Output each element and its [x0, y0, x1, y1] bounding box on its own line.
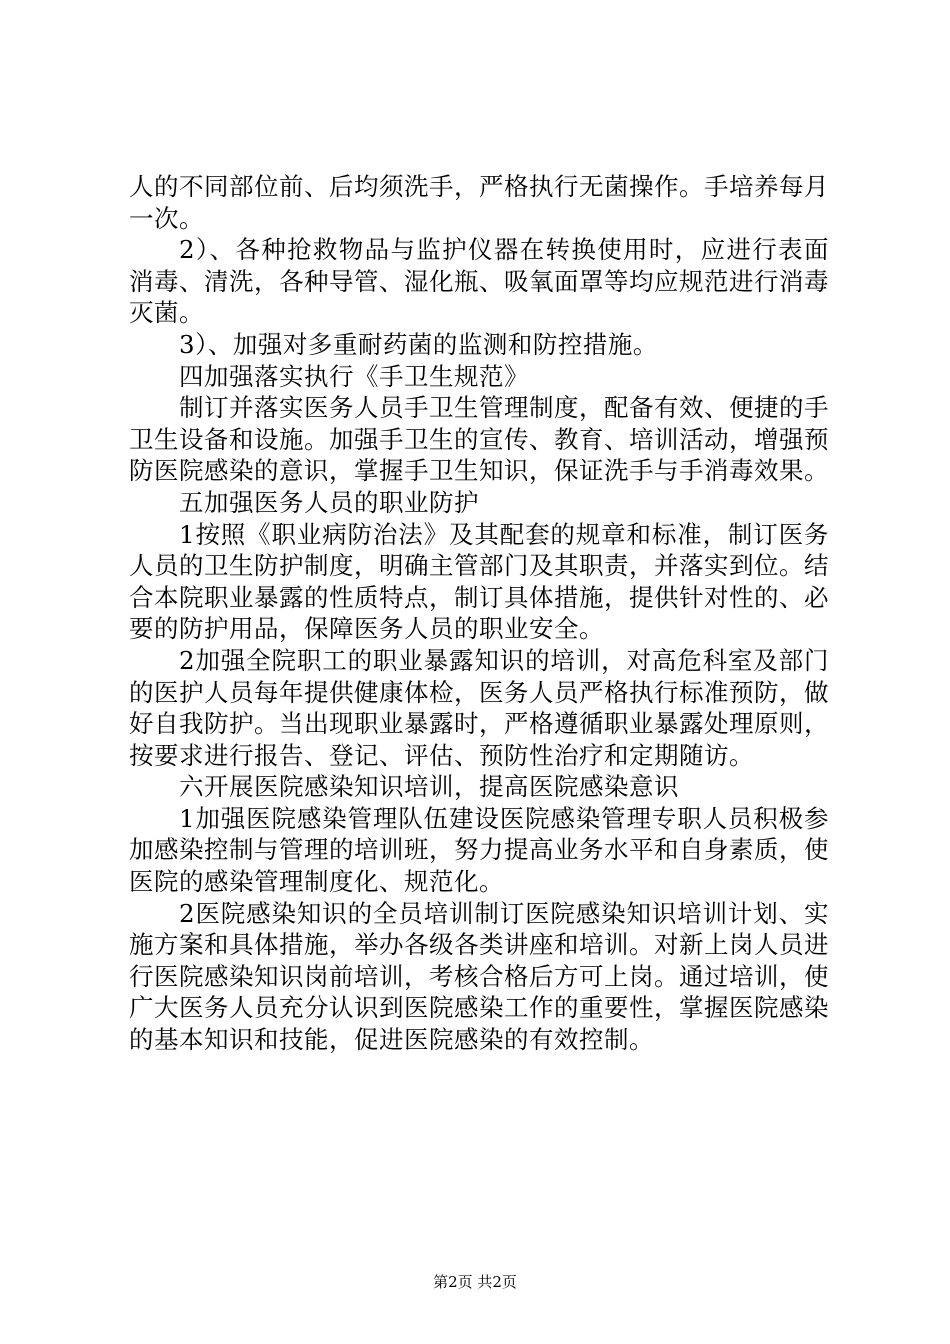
paragraph-protection-1: 1按照《职业病防治法》及其配套的规章和标准，制订医务人员的卫生防护制度，明确主管部门及其职责，并落实到位。结合本院职业暴露的性质特点，制订具体措施，提供针对性的、必要的防护用品，保障医务人员的职业安全。 — [129, 519, 829, 644]
page-footer: 第2页 共2页 — [433, 1273, 517, 1291]
paragraph-item-3: 3）、加强对多重耐药菌的监测和防控措施。 — [179, 329, 658, 359]
section-heading-5: 五加强医务人员的职业防护 — [179, 487, 479, 517]
section-heading-6: 六开展医院感染知识培训，提高医院感染意识 — [179, 772, 679, 802]
paragraph-hand-hygiene: 制订并落实医务人员手卫生管理制度，配备有效、便捷的手卫生设备和设施。加强手卫生的宣传、教育、培训活动，增强预防医院感染的意识，掌握手卫生知识，保证洗手与手消毒效果。 — [129, 393, 829, 486]
paragraph-protection-2: 2加强全院职工的职业暴露知识的培训，对高危科室及部门的医护人员每年提供健康体检，医务人员严格执行标准预防，做好自我防护。当出现职业暴露时，严格遵循职业暴露处理原则，按要求进行报告、登记、评估、预防性治疗和定期随访。 — [129, 645, 829, 770]
document-body — [129, 171, 829, 1056]
paragraph-training-2: 2医院感染知识的全员培训制订医院感染知识培训计划、实施方案和具体措施，举办各级各类讲座和培训。对新上岗人员进行医院感染知识岗前培训，考核合格后方可上岗。通过培训，使广大医务人员充分认识到医院感染工作的重要性，掌握医院感染的基本知识和技能，促进医院感染的有效控制。 — [129, 898, 829, 1055]
paragraph-item-2: 2）、各种抢救物品与监护仪器在转换使用时，应进行表面消毒、清洗，各种导管、湿化瓶、吸氧面罩等均应规范进行消毒灭菌。 — [129, 235, 829, 328]
section-heading-4: 四加强落实执行《手卫生规范》 — [179, 361, 529, 391]
paragraph-training-1: 1加强医院感染管理队伍建设医院感染管理专职人员积极参加感染控制与管理的培训班，努力提高业务水平和自身素质，使医院的感染管理制度化、规范化。 — [129, 803, 829, 897]
paragraph-continuation: 人的不同部位前、后均须洗手，严格执行无菌操作。手培养每月一次。 — [129, 172, 829, 233]
